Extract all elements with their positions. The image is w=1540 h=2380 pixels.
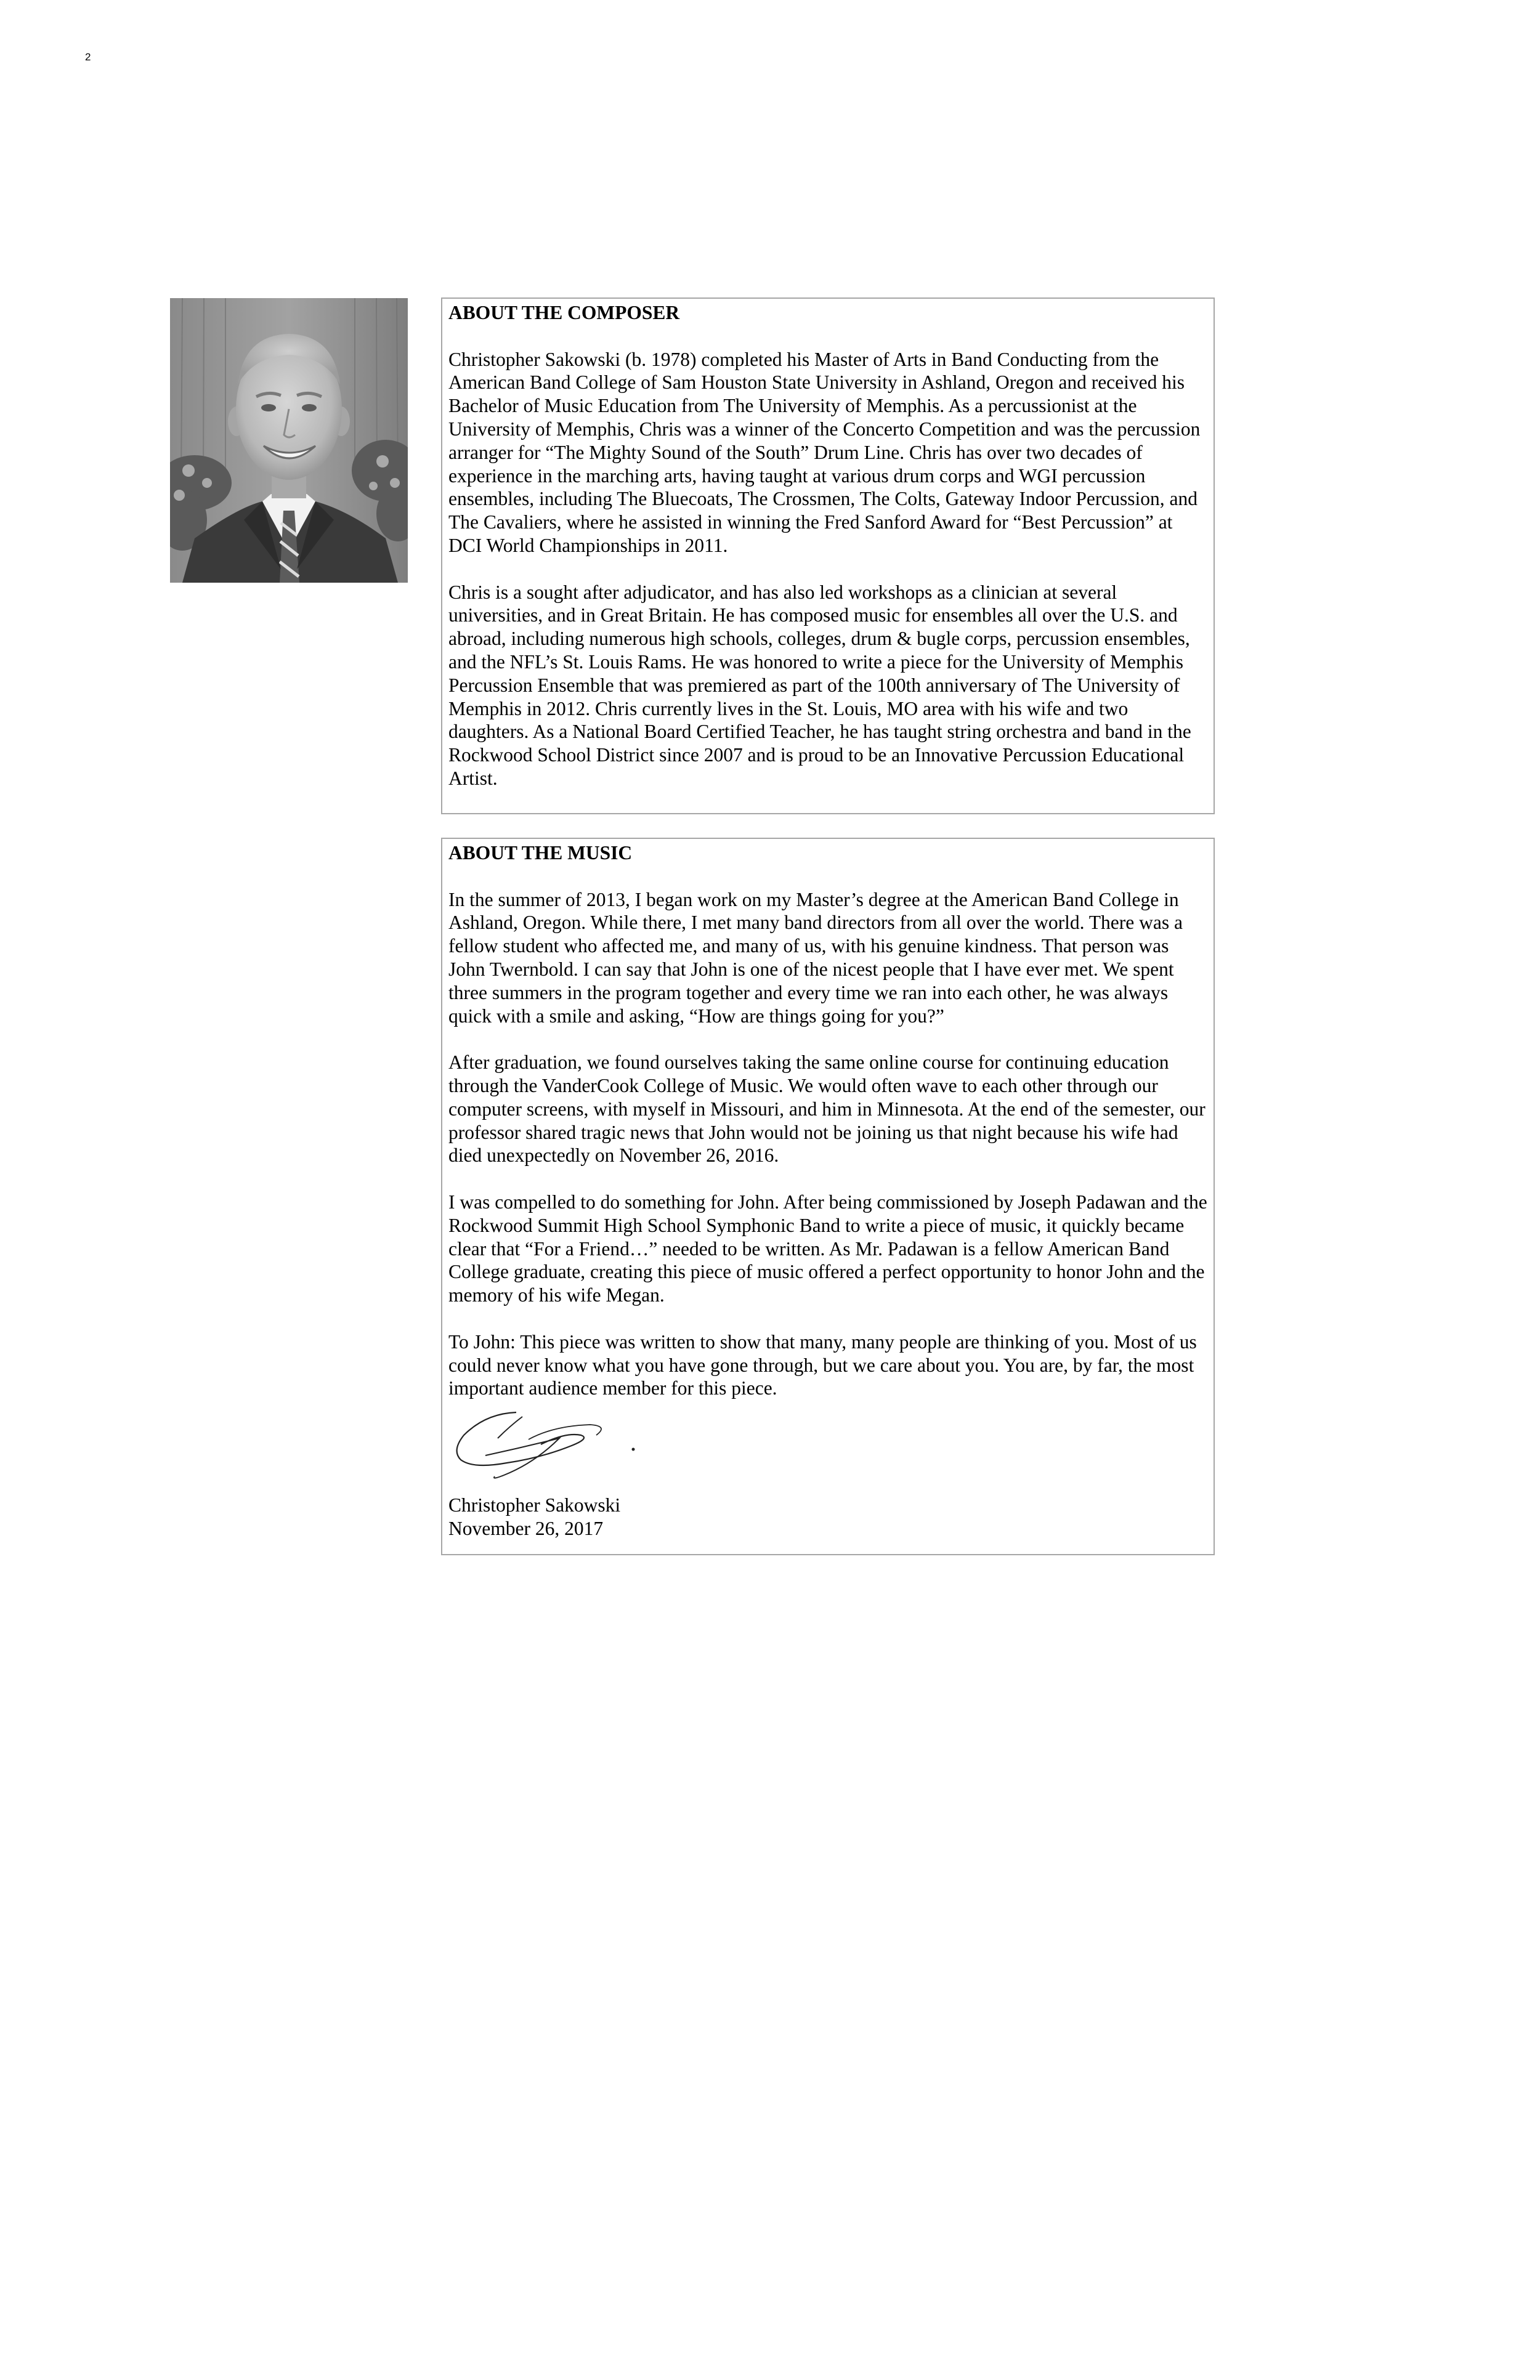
signoff-name: Christopher Sakowski [448,1494,621,1516]
composer-paragraph-1: Christopher Sakowski (b. 1978) completed his Master of Arts in Band Conducting from the American Band College of Sam Houston State University in Ashland, Oregon and received his Bachelor of Music Education from The University of Memphis. As a percussionist at the University of Memphis, Chris was a winner of the Concerto Competition and was the percussion arranger for “The Mighty Sound of the South” Drum Line. Chris has over two decades of experience in the marching arts, having taught at various drum corps and WGI percussion ensembles, including The Bluecoats, The Crossmen, The Colts, Gateway Indoor Percussion, and The Cavaliers, where he assisted in winning the Fred Sanford Award for “Best Percussion” at DCI World Championships in 2011. [448,348,1201,556]
music-paragraph-4: To John: This piece was written to show that many, many people are thinking of you. Most of us could never know what you have gone through, but we care about you. You are, by far, the most important audience member for this piece. [448,1330,1197,1399]
about-the-music-heading: ABOUT THE MUSIC [448,842,633,864]
about-the-composer-heading: ABOUT THE COMPOSER [448,302,680,323]
music-paragraph-1: In the summer of 2013, I began work on my Master’s degree at the American Band College in Ashland, Oregon. While there, I met many band directors from all over the world. There was a fellow student who affected me, and many of us, with his genuine kindness. That person was John Twernbold. I can say that John is one of the nicest people that I have ever met. We spent three summers in the program together and every time we ran into each other, he was always quick with a smile and asking, “How are things going for you?” [448,888,1183,1027]
portrait-image [170,298,408,583]
about-the-music-section [441,838,1215,1555]
handwritten-signature-icon [448,1401,646,1494]
signoff-date: November 26, 2017 [448,1517,604,1539]
music-paragraph-2: After graduation, we found ourselves taking the same online course for continuing education through the VanderCook College of Music. We would often wave to each other through our computer screens, with myself in Missouri, and him in Minnesota. At the end of the semester, our professor shared tragic news that John would not be joining us that night because his wife had died unexpectedly on November 26, 2016. [448,1051,1206,1167]
about-the-composer-section [441,298,1215,814]
composer-paragraph-2: Chris is a sought after adjudicator, and has also led workshops as a clinician at several universities, and in Great Britain. He has composed music for ensembles all over the U.S. and abroad, including numerous high schools, colleges, drum & bugle corps, percussion ensembles, and the NFL’s St. Louis Rams. He was honored to write a piece for the University of Memphis Percussion Ensemble that was premiered as part of the 100th anniversary of The University of Memphis in 2012. Chris currently lives in the St. Louis, MO area with his wife and two daughters. As a National Board Certified Teacher, he has taught string orchestra and band in the Rockwood School District since 2007 and is proud to be an Innovative Percussion Educational Artist. [448,581,1191,789]
composer-portrait-photo [170,298,408,583]
music-paragraph-3: I was compelled to do something for John. After being commissioned by Joseph Padawan and the Rockwood Summit High School Symphonic Band to write a piece of music, it quickly became clear that “For a Friend…” needed to be written. As Mr. Padawan is a fellow American Band College graduate, creating this piece of music offered a perfect opportunity to honor John and the memory of his wife Megan. [448,1191,1207,1306]
page-number: 2 [85,51,91,63]
